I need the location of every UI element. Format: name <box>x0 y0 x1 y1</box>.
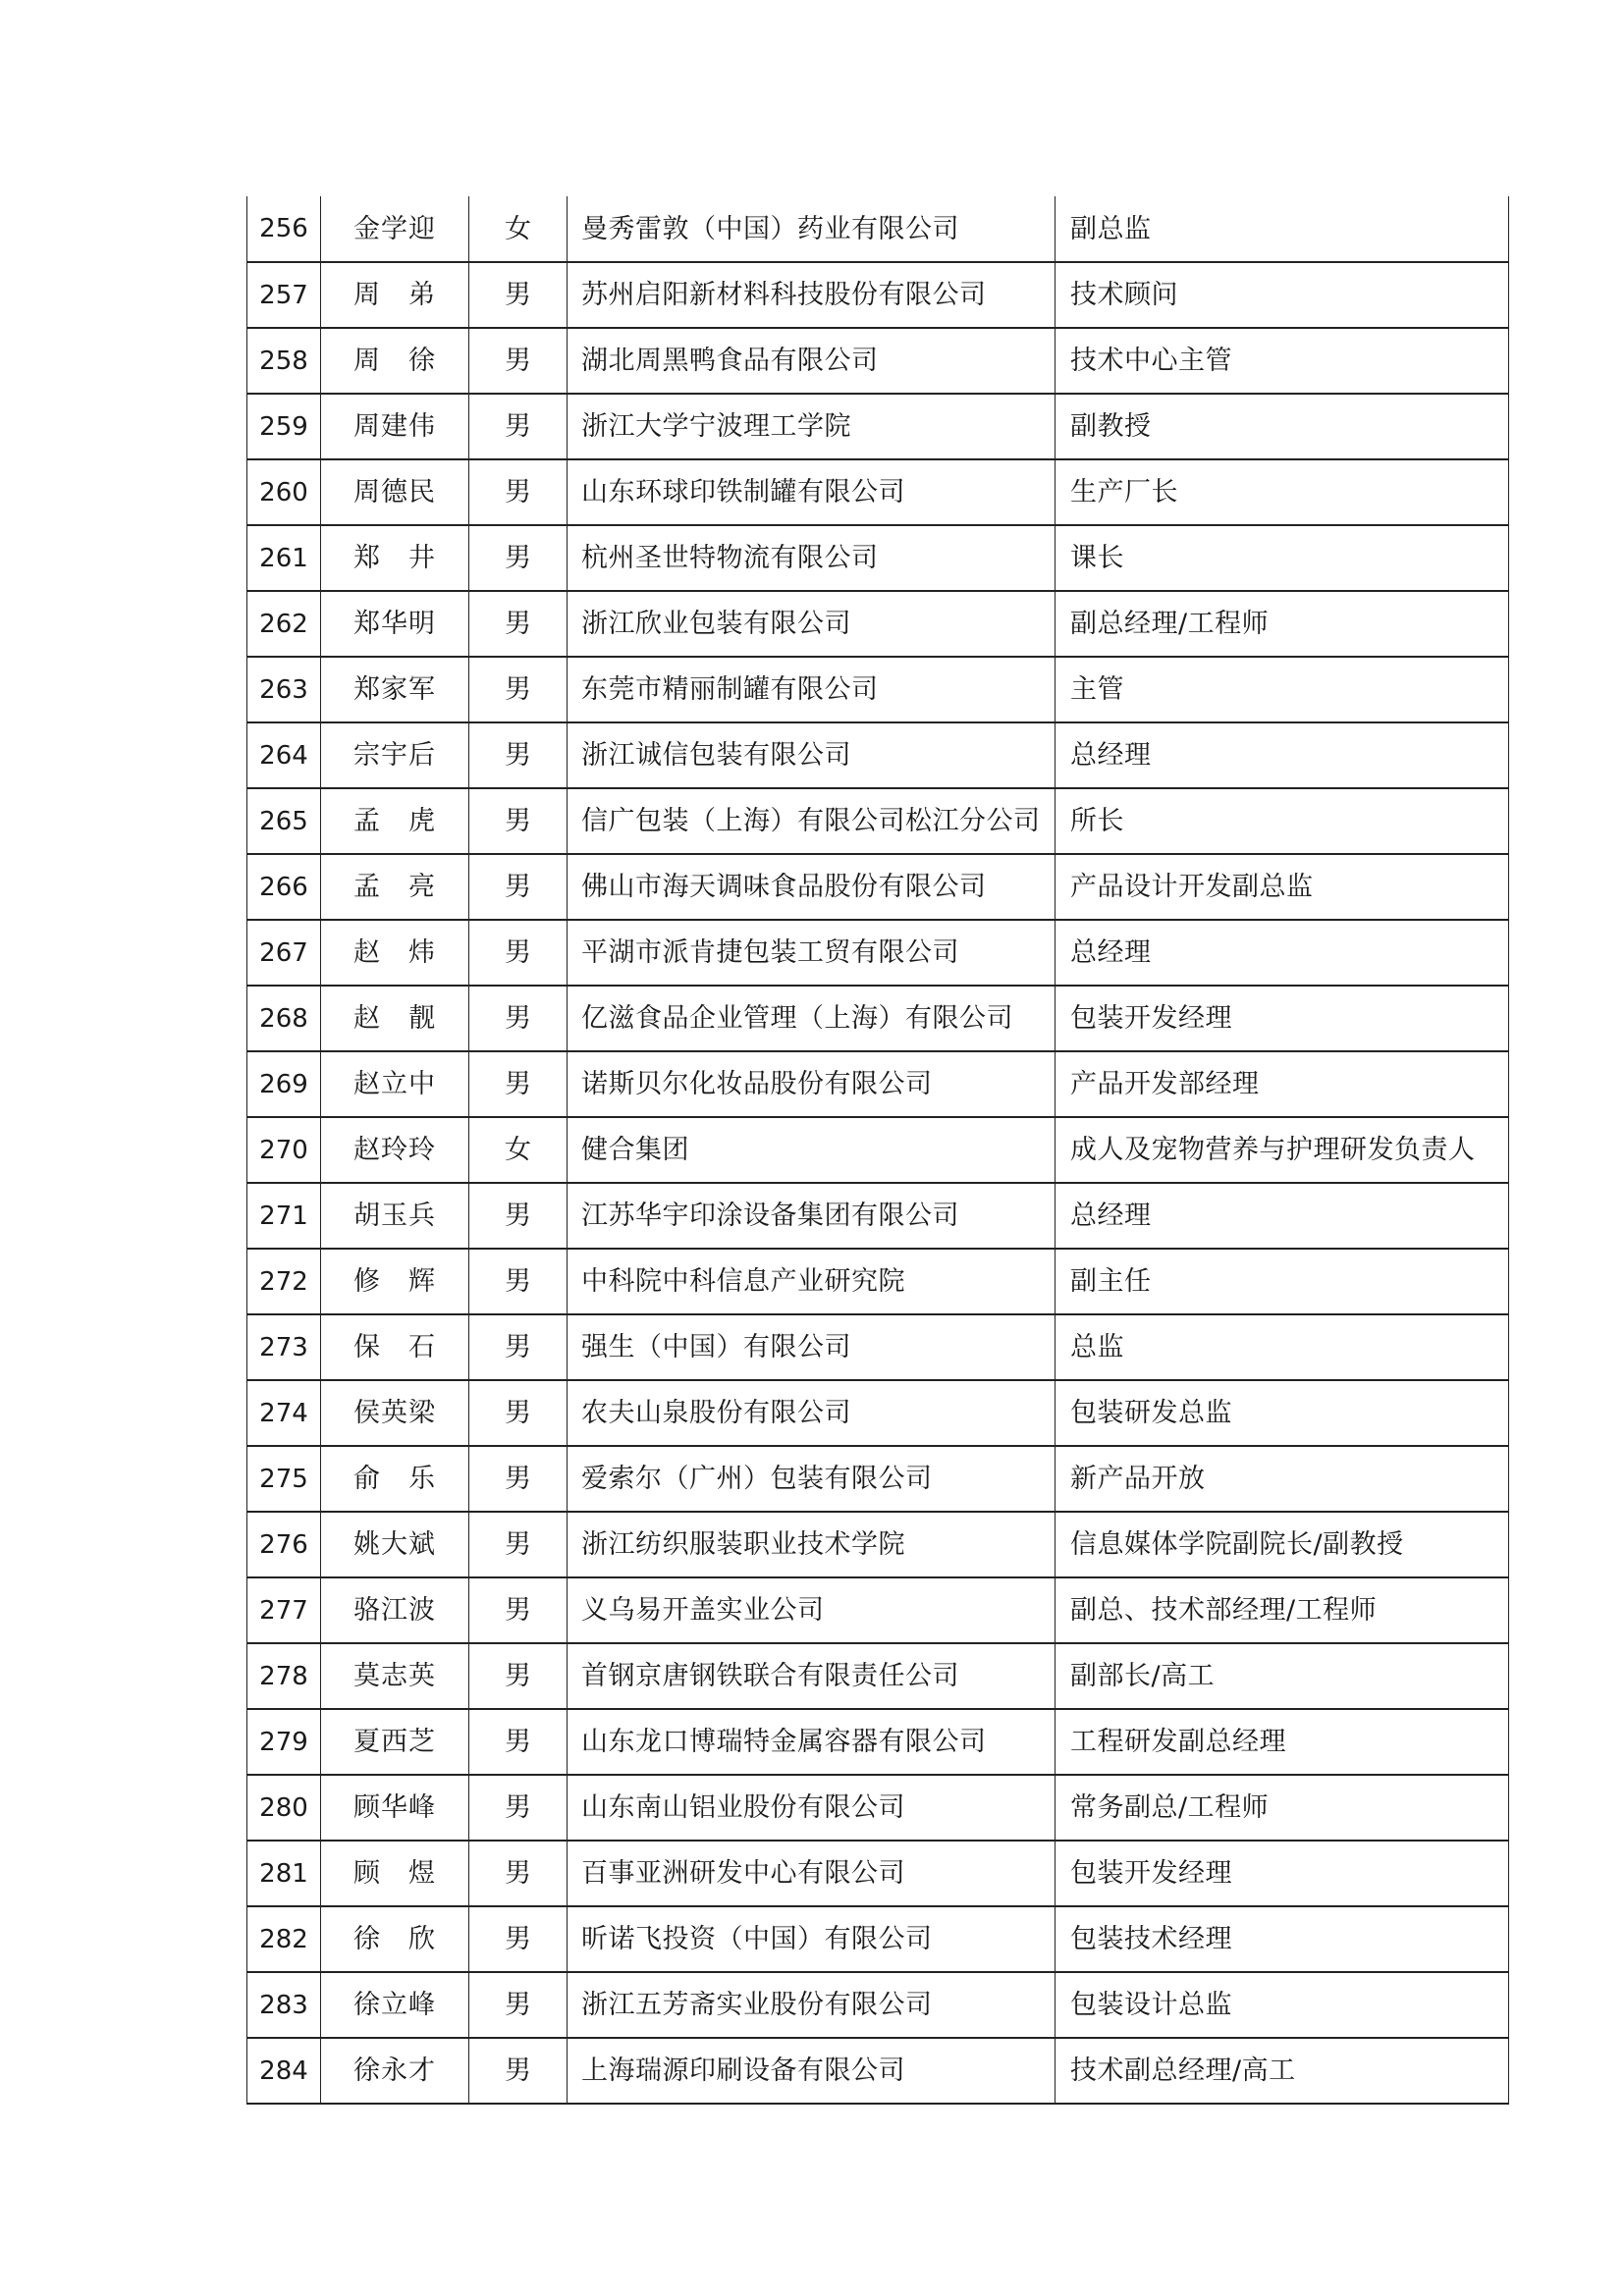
table-row <box>247 1577 1509 1643</box>
organization: 佛山市海天调味食品股份有限公司 <box>568 854 1056 920</box>
row-number: 274 <box>247 1380 321 1446</box>
organization: 浙江欣业包装有限公司 <box>568 591 1056 657</box>
row-number: 260 <box>247 459 321 525</box>
job-title: 技术顾问 <box>1056 262 1509 328</box>
organization: 昕诺飞投资（中国）有限公司 <box>568 1906 1056 1972</box>
gender: 男 <box>469 2038 568 2104</box>
table-row <box>247 1643 1509 1709</box>
gender: 男 <box>469 1380 568 1446</box>
table-row <box>247 788 1509 854</box>
table-row <box>247 1512 1509 1577</box>
table-row <box>247 591 1509 657</box>
table-row <box>247 196 1509 262</box>
row-number: 273 <box>247 1314 321 1380</box>
member-list-table <box>246 196 1509 2105</box>
person-name: 赵玲玲 <box>321 1117 469 1183</box>
organization: 平湖市派肯捷包装工贸有限公司 <box>568 920 1056 986</box>
organization: 苏州启阳新材料科技股份有限公司 <box>568 262 1056 328</box>
row-number: 272 <box>247 1249 321 1314</box>
job-title: 总经理 <box>1056 1183 1509 1249</box>
job-title: 包装技术经理 <box>1056 1906 1509 1972</box>
table-row <box>247 1117 1509 1183</box>
table-row <box>247 1183 1509 1249</box>
organization: 江苏华宇印涂设备集团有限公司 <box>568 1183 1056 1249</box>
person-name: 修 辉 <box>321 1249 469 1314</box>
person-name: 夏西芝 <box>321 1709 469 1775</box>
row-number: 269 <box>247 1051 321 1117</box>
row-number: 268 <box>247 986 321 1051</box>
organization: 曼秀雷敦（中国）药业有限公司 <box>568 196 1056 262</box>
organization: 山东南山铝业股份有限公司 <box>568 1775 1056 1841</box>
table-row <box>247 1709 1509 1775</box>
row-number: 259 <box>247 394 321 459</box>
row-number: 271 <box>247 1183 321 1249</box>
row-number: 261 <box>247 525 321 591</box>
table-row <box>247 1051 1509 1117</box>
person-name: 胡玉兵 <box>321 1183 469 1249</box>
organization: 杭州圣世特物流有限公司 <box>568 525 1056 591</box>
table-row <box>247 1249 1509 1314</box>
gender: 男 <box>469 262 568 328</box>
table-body <box>247 196 1509 2104</box>
table-row <box>247 1775 1509 1841</box>
gender: 男 <box>469 1183 568 1249</box>
job-title: 成人及宠物营养与护理研发负责人 <box>1056 1117 1509 1183</box>
person-name: 姚大斌 <box>321 1512 469 1577</box>
organization: 首钢京唐钢铁联合有限责任公司 <box>568 1643 1056 1709</box>
table-row <box>247 1314 1509 1380</box>
gender: 男 <box>469 459 568 525</box>
person-name: 侯英梁 <box>321 1380 469 1446</box>
row-number: 270 <box>247 1117 321 1183</box>
job-title: 总监 <box>1056 1314 1509 1380</box>
job-title: 常务副总/工程师 <box>1056 1775 1509 1841</box>
job-title: 副主任 <box>1056 1249 1509 1314</box>
organization: 健合集团 <box>568 1117 1056 1183</box>
organization: 中科院中科信息产业研究院 <box>568 1249 1056 1314</box>
organization: 浙江纺织服装职业技术学院 <box>568 1512 1056 1577</box>
member-list-table-wrapper <box>246 196 1508 2105</box>
table-row <box>247 1446 1509 1512</box>
organization: 山东龙口博瑞特金属容器有限公司 <box>568 1709 1056 1775</box>
gender: 男 <box>469 1841 568 1906</box>
gender: 男 <box>469 1249 568 1314</box>
gender: 男 <box>469 1906 568 1972</box>
organization: 上海瑞源印刷设备有限公司 <box>568 2038 1056 2104</box>
job-title: 课长 <box>1056 525 1509 591</box>
job-title: 总经理 <box>1056 920 1509 986</box>
person-name: 保 石 <box>321 1314 469 1380</box>
job-title: 副总经理/工程师 <box>1056 591 1509 657</box>
gender: 男 <box>469 1709 568 1775</box>
table-row <box>247 657 1509 722</box>
row-number: 284 <box>247 2038 321 2104</box>
job-title: 副部长/高工 <box>1056 1643 1509 1709</box>
organization: 亿滋食品企业管理（上海）有限公司 <box>568 986 1056 1051</box>
gender: 男 <box>469 1972 568 2038</box>
organization: 农夫山泉股份有限公司 <box>568 1380 1056 1446</box>
job-title: 信息媒体学院副院长/副教授 <box>1056 1512 1509 1577</box>
person-name: 顾 煜 <box>321 1841 469 1906</box>
person-name: 金学迎 <box>321 196 469 262</box>
row-number: 279 <box>247 1709 321 1775</box>
gender: 女 <box>469 1117 568 1183</box>
job-title: 包装设计总监 <box>1056 1972 1509 2038</box>
gender: 男 <box>469 722 568 788</box>
table-row <box>247 1380 1509 1446</box>
organization: 爱索尔（广州）包装有限公司 <box>568 1446 1056 1512</box>
organization: 浙江大学宁波理工学院 <box>568 394 1056 459</box>
person-name: 周 徐 <box>321 328 469 394</box>
row-number: 263 <box>247 657 321 722</box>
organization: 山东环球印铁制罐有限公司 <box>568 459 1056 525</box>
organization: 强生（中国）有限公司 <box>568 1314 1056 1380</box>
table-row <box>247 262 1509 328</box>
person-name: 徐永才 <box>321 2038 469 2104</box>
person-name: 顾华峰 <box>321 1775 469 1841</box>
gender: 男 <box>469 1446 568 1512</box>
gender: 男 <box>469 525 568 591</box>
person-name: 郑华明 <box>321 591 469 657</box>
table-row <box>247 1906 1509 1972</box>
person-name: 郑 井 <box>321 525 469 591</box>
organization: 义乌易开盖实业公司 <box>568 1577 1056 1643</box>
table-row <box>247 2038 1509 2104</box>
job-title: 包装开发经理 <box>1056 1841 1509 1906</box>
row-number: 256 <box>247 196 321 262</box>
table-row <box>247 459 1509 525</box>
job-title: 技术副总经理/高工 <box>1056 2038 1509 2104</box>
person-name: 周 弟 <box>321 262 469 328</box>
table-row <box>247 525 1509 591</box>
person-name: 赵 炜 <box>321 920 469 986</box>
organization: 浙江五芳斋实业股份有限公司 <box>568 1972 1056 2038</box>
organization: 信广包装（上海）有限公司松江分公司 <box>568 788 1056 854</box>
gender: 男 <box>469 1314 568 1380</box>
table-row <box>247 1972 1509 2038</box>
job-title: 总经理 <box>1056 722 1509 788</box>
row-number: 275 <box>247 1446 321 1512</box>
person-name: 周德民 <box>321 459 469 525</box>
row-number: 278 <box>247 1643 321 1709</box>
person-name: 赵 靓 <box>321 986 469 1051</box>
gender: 男 <box>469 657 568 722</box>
gender: 男 <box>469 328 568 394</box>
job-title: 副总、技术部经理/工程师 <box>1056 1577 1509 1643</box>
table-row <box>247 854 1509 920</box>
person-name: 孟 虎 <box>321 788 469 854</box>
person-name: 骆江波 <box>321 1577 469 1643</box>
job-title: 产品设计开发副总监 <box>1056 854 1509 920</box>
row-number: 282 <box>247 1906 321 1972</box>
job-title: 主管 <box>1056 657 1509 722</box>
table-row <box>247 394 1509 459</box>
gender: 男 <box>469 394 568 459</box>
job-title: 生产厂长 <box>1056 459 1509 525</box>
organization: 东莞市精丽制罐有限公司 <box>568 657 1056 722</box>
gender: 男 <box>469 854 568 920</box>
gender: 男 <box>469 1775 568 1841</box>
gender: 男 <box>469 986 568 1051</box>
organization: 诺斯贝尔化妆品股份有限公司 <box>568 1051 1056 1117</box>
table-row <box>247 986 1509 1051</box>
job-title: 副总监 <box>1056 196 1509 262</box>
table-row <box>247 1841 1509 1906</box>
gender: 男 <box>469 788 568 854</box>
person-name: 徐 欣 <box>321 1906 469 1972</box>
job-title: 副教授 <box>1056 394 1509 459</box>
row-number: 262 <box>247 591 321 657</box>
job-title: 包装研发总监 <box>1056 1380 1509 1446</box>
person-name: 赵立中 <box>321 1051 469 1117</box>
job-title: 新产品开放 <box>1056 1446 1509 1512</box>
row-number: 266 <box>247 854 321 920</box>
row-number: 283 <box>247 1972 321 2038</box>
row-number: 281 <box>247 1841 321 1906</box>
gender: 女 <box>469 196 568 262</box>
person-name: 郑家军 <box>321 657 469 722</box>
job-title: 技术中心主管 <box>1056 328 1509 394</box>
job-title: 所长 <box>1056 788 1509 854</box>
row-number: 280 <box>247 1775 321 1841</box>
row-number: 258 <box>247 328 321 394</box>
person-name: 俞 乐 <box>321 1446 469 1512</box>
job-title: 产品开发部经理 <box>1056 1051 1509 1117</box>
person-name: 周建伟 <box>321 394 469 459</box>
person-name: 孟 亮 <box>321 854 469 920</box>
row-number: 277 <box>247 1577 321 1643</box>
organization: 浙江诚信包装有限公司 <box>568 722 1056 788</box>
organization: 百事亚洲研发中心有限公司 <box>568 1841 1056 1906</box>
gender: 男 <box>469 591 568 657</box>
person-name: 莫志英 <box>321 1643 469 1709</box>
row-number: 257 <box>247 262 321 328</box>
job-title: 工程研发副总经理 <box>1056 1709 1509 1775</box>
row-number: 276 <box>247 1512 321 1577</box>
table-row <box>247 328 1509 394</box>
row-number: 267 <box>247 920 321 986</box>
person-name: 徐立峰 <box>321 1972 469 2038</box>
row-number: 264 <box>247 722 321 788</box>
table-row <box>247 722 1509 788</box>
gender: 男 <box>469 1577 568 1643</box>
gender: 男 <box>469 920 568 986</box>
gender: 男 <box>469 1051 568 1117</box>
row-number: 265 <box>247 788 321 854</box>
gender: 男 <box>469 1643 568 1709</box>
table-row <box>247 920 1509 986</box>
gender: 男 <box>469 1512 568 1577</box>
organization: 湖北周黑鸭食品有限公司 <box>568 328 1056 394</box>
job-title: 包装开发经理 <box>1056 986 1509 1051</box>
person-name: 宗宇后 <box>321 722 469 788</box>
